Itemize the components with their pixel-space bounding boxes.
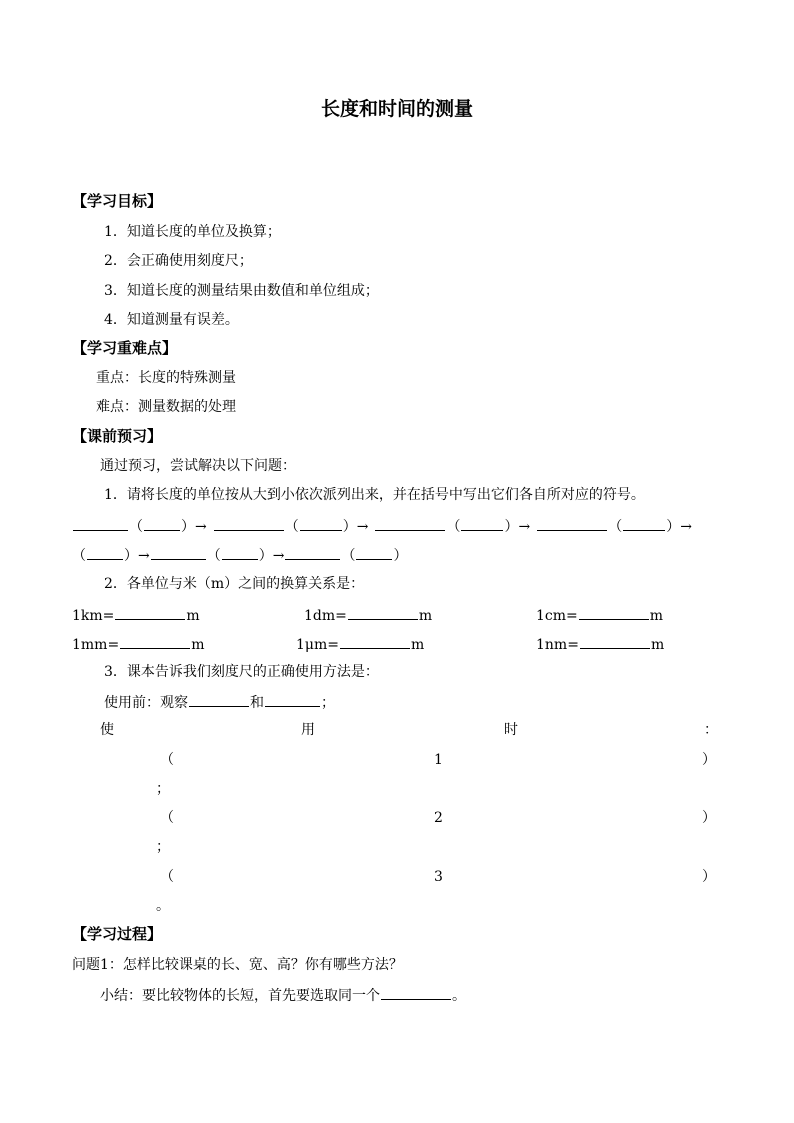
answer-blank[interactable]: [115, 605, 185, 620]
answer-blank[interactable]: [537, 516, 607, 531]
answer-blank[interactable]: [580, 634, 650, 649]
goal-item: 3．知道长度的测量结果由数值和单位组成；: [104, 283, 379, 299]
answer-blank[interactable]: [340, 634, 410, 649]
answer-blank[interactable]: [348, 605, 418, 620]
answer-blank[interactable]: [579, 605, 649, 620]
keypoint-item: 重点：长度的特殊测量: [96, 370, 236, 386]
answer-blank[interactable]: [214, 516, 284, 531]
answer-blank[interactable]: [151, 545, 206, 560]
conversion-um: 1μm= m: [296, 634, 424, 654]
answer-blank[interactable]: [461, 516, 503, 531]
step-number: 1: [434, 752, 443, 768]
section-heading-preview: 【课前预习】: [72, 427, 163, 445]
page-title: 长度和时间的测量: [320, 98, 473, 120]
question-3: 3．课本告诉我们刻度尺的正确使用方法是：: [104, 664, 379, 680]
answer-blank[interactable]: [265, 692, 320, 707]
answer-blank[interactable]: [189, 692, 249, 707]
arrow-icon: →: [518, 519, 531, 535]
step-number: 3: [434, 869, 443, 885]
preview-intro: 通过预习，尝试解决以下问题：: [100, 458, 296, 474]
step-period: 。: [156, 898, 170, 914]
answer-blank[interactable]: [87, 545, 123, 560]
answer-blank[interactable]: [381, 985, 451, 1000]
conversion-km: 1km= m: [72, 605, 200, 625]
answer-blank[interactable]: [375, 516, 445, 531]
step-close-paren: ）: [702, 810, 716, 826]
step-open-paren: （: [160, 869, 174, 885]
usage-before: 使用前：观察 和 ；: [104, 692, 335, 712]
answer-blank[interactable]: [623, 516, 665, 531]
step-close-paren: ）: [702, 869, 716, 885]
answer-blank[interactable]: [73, 516, 128, 531]
usage-during-char: 使: [100, 722, 114, 738]
unit-chain-row-1: （ ）→ （ ）→ （ ）→ （ ）→: [72, 516, 692, 536]
arrow-icon: →: [356, 519, 369, 535]
arrow-icon: →: [138, 548, 150, 564]
section-heading-goals: 【学习目标】: [72, 192, 163, 210]
arrow-icon: →: [195, 519, 207, 535]
goal-item: 1．知道长度的单位及换算；: [104, 224, 281, 240]
answer-blank[interactable]: [120, 634, 190, 649]
step-semicolon: ；: [156, 839, 170, 855]
question-1: 1．请将长度的单位按从大到小依次派列出来，并在括号中写出它们各自所对应的符号。: [104, 487, 645, 503]
section-heading-keypoints: 【学习重难点】: [72, 339, 178, 357]
unit-chain-row-2: （ ）→ （ ）→ （ ）: [72, 545, 407, 565]
problem-1: 问题1：怎样比较课桌的长、宽、高？你有哪些方法？: [72, 957, 403, 973]
conversion-nm: 1nm= m: [536, 634, 664, 654]
step-open-paren: （: [160, 810, 174, 826]
arrow-icon: →: [680, 519, 692, 535]
conversion-mm: 1mm= m: [72, 634, 204, 654]
answer-blank[interactable]: [356, 545, 392, 560]
answer-blank[interactable]: [222, 545, 258, 560]
usage-during-char: 用: [301, 722, 315, 738]
answer-blank[interactable]: [144, 516, 180, 531]
section-heading-process: 【学习过程】: [72, 925, 163, 943]
conversion-cm: 1cm= m: [536, 605, 663, 625]
goal-item: 2．会正确使用刻度尺；: [104, 253, 253, 269]
step-semicolon: ；: [156, 781, 170, 797]
usage-during-char: ：: [704, 722, 718, 738]
usage-during-char: 时: [504, 722, 518, 738]
summary: 小结：要比较物体的长短，首先要选取同一个 。: [100, 985, 466, 1005]
goal-item: 4．知道测量有误差。: [104, 312, 239, 328]
question-2: 2．各单位与米（m）之间的换算关系是：: [104, 576, 365, 592]
step-open-paren: （: [160, 752, 174, 768]
step-number: 2: [434, 810, 443, 826]
step-close-paren: ）: [702, 752, 716, 768]
arrow-icon: →: [272, 548, 285, 564]
keypoint-item: 难点：测量数据的处理: [96, 399, 236, 415]
answer-blank[interactable]: [285, 545, 340, 560]
conversion-dm: 1dm= m: [304, 605, 432, 625]
answer-blank[interactable]: [300, 516, 342, 531]
